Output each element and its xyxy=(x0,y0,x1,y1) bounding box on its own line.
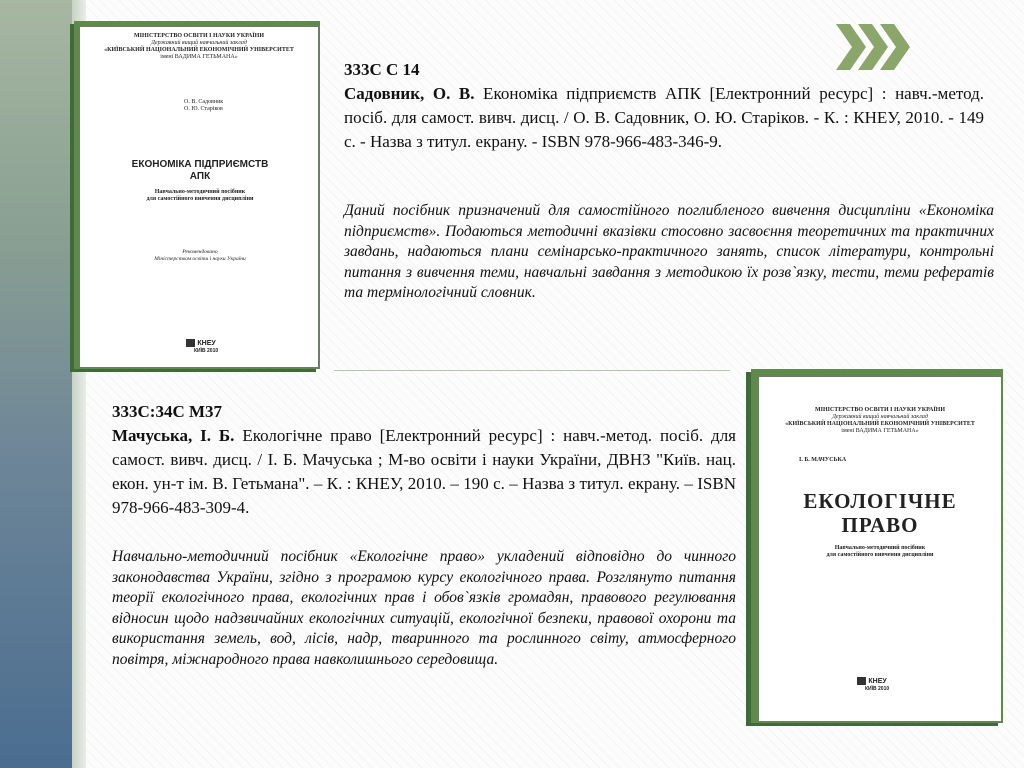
cover-ministry-line: імені ВАДИМА ГЕТЬМАНА» xyxy=(160,54,238,60)
cover-ministry-line: МІНІСТЕРСТВО ОСВІТИ І НАУКИ УКРАЇНИ xyxy=(814,407,946,413)
cover-title: ПРАВО xyxy=(841,513,919,537)
cover-ministry-line: Державний вищий навчальний заклад xyxy=(151,40,247,46)
cover-title: ЕКОЛОГІЧНЕ xyxy=(803,489,957,513)
entry-author: Садовник, О. В. xyxy=(344,84,475,103)
publisher-logo xyxy=(184,339,218,354)
cover-subtitle: Навчально-методичний посібник xyxy=(154,189,246,195)
entry-citation: Економіка підприємств АПК [Електронний ресурс] : навч.-метод. посіб. для самост. вивч. дисц. / О. В. Садовник, О. Ю. Старіков. - К. : КНЕУ, 2010. - 149 с. - Назва з титул. екрану. - ISBN 978-966-483-346-9. xyxy=(344,84,984,151)
decorative-sidebar xyxy=(0,0,72,768)
entry-annotation-2: Навчально-методичний посібник «Екологічне право» укладений відповідно до чинного законодавства України, згідно з програмою курсу екологічного права. Розглянуто питання теорії екологічного права, екологічних прав і обов`язків громадян, правового регулювання відносин щодо надзвичайних екологічних ситуацій, екологічної безпеки, правової охорони та використання земель, вод, лісів, надр, тваринного та рослинного світу, атмосферного повітря, міжнародного права навколишнього середовища. xyxy=(112,548,736,668)
cover-recommended: Рекомендовано xyxy=(182,249,218,255)
section-divider xyxy=(334,370,730,371)
cover-ministry-line: «КИЇВСЬКИЙ НАЦІОНАЛЬНИЙ ЕКОНОМІЧНИЙ УНІВЕРСИТЕТ xyxy=(785,421,975,427)
bibliographic-entry-1 xyxy=(344,58,984,154)
cover-recommended: Міністерством освіти і науки України xyxy=(154,256,246,262)
entry-citation: Екологічне право [Електронний ресурс] : навч.-метод. посіб. для самост. вивч. дисц. / І. Б. Мачуська ; М-во освіти і науки України, ДВНЗ "Київ. нац. екон. ун-т ім. В. Гетьмана". – К. : КНЕУ, 2010. – 190 с. – Назва з титул. екрану. – ISBN 978-966-483-309-4. xyxy=(112,426,737,517)
publisher-year: КИЇВ 2010 xyxy=(865,686,890,692)
cover-author: О. Ю. Старіков xyxy=(184,106,223,112)
entry-author: Мачуська, І. Б. xyxy=(112,426,235,445)
cover-subtitle: для самостійного вивчення дисципліни xyxy=(146,196,254,202)
publisher-year: КИЇВ 2010 xyxy=(194,348,219,354)
entry-annotation-1: Даний посібник призначений для самостійного поглибленого вивчення дисципліни «Економіка підприємств». Подаються методичні вказівки стосовно засвоєння теоретичних та практичних завдань, надаються плани семінарсько-практичного занять, список літератури, контрольні питання з вивчення теми, навчальні завдання з методикою їх розв`язку, тести, теми рефератів та термінологічний словник. xyxy=(344,202,994,301)
call-number: 333С С 14 xyxy=(344,60,420,79)
cover-ministry-line: «КИЇВСЬКИЙ НАЦІОНАЛЬНИЙ ЕКОНОМІЧНИЙ УНІВЕРСИТЕТ xyxy=(104,47,294,53)
cover-subtitle: Навчально-методичний посібник xyxy=(834,545,926,551)
cover-author: О. В. Садовник xyxy=(184,99,224,105)
cover-ministry-line: Державний вищий навчальний заклад xyxy=(832,414,928,420)
book-cover-2 xyxy=(746,366,1008,728)
cover-author: І. Б. МАЧУСЬКА xyxy=(799,457,847,463)
cover-ministry-line: МІНІСТЕРСТВО ОСВІТИ І НАУКИ УКРАЇНИ xyxy=(133,33,265,39)
publisher-logo xyxy=(855,677,889,692)
publisher-name: КНЕУ xyxy=(197,339,216,347)
publisher-name: КНЕУ xyxy=(868,677,887,685)
cover-ministry-line: імені ВАДИМА ГЕТЬМАНА» xyxy=(841,428,919,434)
bibliographic-entry-2 xyxy=(112,400,736,520)
cover-subtitle: для самостійного вивчення дисципліни xyxy=(826,552,934,558)
call-number: 333С:34С М37 xyxy=(112,402,223,421)
cover-title: АПК xyxy=(189,171,211,182)
cover-title: ЕКОНОМІКА ПІДПРИЄМСТВ xyxy=(131,159,269,170)
book-cover-1 xyxy=(70,18,326,374)
